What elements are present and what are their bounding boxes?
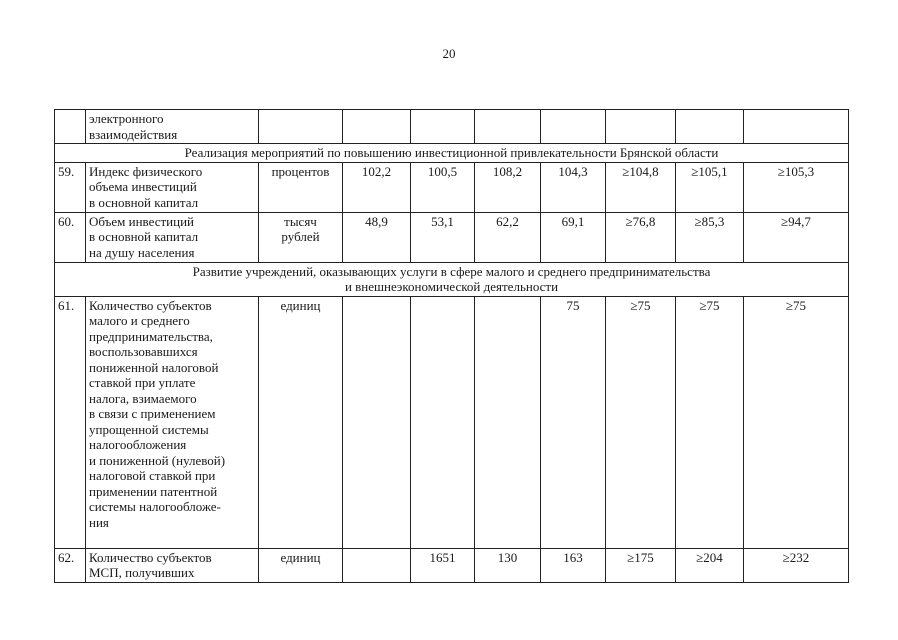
value-cell: 53,1 bbox=[411, 212, 475, 262]
indicator-name-line: в основной капитал bbox=[89, 194, 199, 210]
value-cell: ≥76,8 bbox=[606, 212, 676, 262]
value-cell bbox=[475, 110, 541, 144]
page-number: 20 bbox=[442, 46, 456, 61]
value-cell: 163 bbox=[541, 548, 606, 582]
value-cell bbox=[541, 110, 606, 144]
indicator-name-line: на душу населения bbox=[89, 244, 195, 260]
table-row bbox=[55, 548, 849, 582]
row-number-cell: 61. bbox=[55, 296, 86, 548]
value-cell: 48,9 bbox=[343, 212, 411, 262]
indicator-name-cell bbox=[86, 548, 259, 582]
unit-cell bbox=[259, 162, 343, 212]
value-cell: ≥232 bbox=[744, 548, 849, 582]
value-cell: ≥75 bbox=[606, 296, 676, 548]
indicator-name-line: налогообложения bbox=[89, 437, 187, 452]
value-cell bbox=[411, 110, 475, 144]
section-title bbox=[55, 262, 849, 296]
indicator-name-line: взаимодействия bbox=[89, 126, 178, 142]
value-cell: 102,2 bbox=[343, 162, 411, 212]
value-cell: ≥175 bbox=[606, 548, 676, 582]
value-cell: ≥204 bbox=[676, 548, 744, 582]
indicator-name-line: Индекс физического bbox=[89, 163, 203, 179]
indicator-name-line: МСП, получивших bbox=[89, 565, 195, 580]
value-cell: ≥75 bbox=[676, 296, 744, 548]
value-cell: 108,2 bbox=[475, 162, 541, 212]
value-cell: 69,1 bbox=[541, 212, 606, 262]
section-header-row bbox=[55, 262, 849, 296]
unit-cell bbox=[259, 548, 343, 582]
value-cell bbox=[606, 110, 676, 144]
indicator-name-line: воспользовавшихся bbox=[89, 344, 198, 359]
table-row bbox=[55, 296, 849, 548]
unit-line: тысяч bbox=[284, 213, 317, 229]
section-title-line: и внешнеэкономической деятельности bbox=[344, 279, 559, 294]
indicator-name-cell bbox=[86, 110, 259, 144]
indicator-name-line: в связи с применением bbox=[89, 406, 216, 421]
section-header-row bbox=[55, 144, 849, 163]
unit-line: единиц bbox=[280, 297, 321, 313]
indicator-name-cell bbox=[86, 212, 259, 262]
indicator-name-line: пониженной налоговой bbox=[89, 359, 219, 375]
table-row bbox=[55, 212, 849, 262]
value-cell: ≥85,3 bbox=[676, 212, 744, 262]
value-cell: ≥94,7 bbox=[744, 212, 849, 262]
section-title-line: Развитие учреждений, оказывающих услуги в сфере малого и среднего предпринимательства bbox=[192, 263, 711, 279]
indicator-name-line: налоговой ставкой при bbox=[89, 468, 216, 483]
indicator-name-line: системы налогообложе- bbox=[89, 499, 221, 514]
indicator-name-line: предпринимательства, bbox=[89, 328, 213, 344]
table-row bbox=[55, 162, 849, 212]
value-cell bbox=[744, 110, 849, 144]
value-cell bbox=[676, 110, 744, 144]
value-cell: ≥104,8 bbox=[606, 162, 676, 212]
row-number-cell bbox=[55, 110, 86, 144]
table-row bbox=[55, 110, 849, 144]
indicator-name-cell bbox=[86, 296, 259, 548]
value-cell: ≥105,1 bbox=[676, 162, 744, 212]
value-cell: 1651 bbox=[411, 548, 475, 582]
unit-line: рублей bbox=[281, 229, 320, 244]
section-title: Реализация мероприятий по повышению инвестиционной привлекательности Брянской области bbox=[55, 144, 849, 163]
indicator-name-line: малого и среднего bbox=[89, 313, 190, 328]
unit-cell bbox=[259, 110, 343, 144]
indicator-name-line: налога, взимаемого bbox=[89, 390, 197, 406]
indicator-name-line: упрощенной системы bbox=[89, 421, 209, 437]
value-cell bbox=[411, 296, 475, 548]
value-cell bbox=[343, 296, 411, 548]
value-cell: 75 bbox=[541, 296, 606, 548]
indicator-name-line: Количество субъектов bbox=[89, 549, 212, 565]
indicator-name-line: объема инвестиций bbox=[89, 179, 197, 194]
value-cell: ≥105,3 bbox=[744, 162, 849, 212]
row-number-cell: 59. bbox=[55, 162, 86, 212]
indicator-name-cell bbox=[86, 162, 259, 212]
value-cell: 104,3 bbox=[541, 162, 606, 212]
value-cell bbox=[343, 110, 411, 144]
indicator-name-line: ния bbox=[89, 514, 109, 530]
indicator-name-line: применении патентной bbox=[89, 483, 218, 499]
value-cell bbox=[475, 296, 541, 548]
indicator-name-line: Количество субъектов bbox=[89, 297, 212, 313]
indicator-name-line: Объем инвестиций bbox=[89, 213, 194, 229]
unit-cell bbox=[259, 212, 343, 262]
indicator-name-line: электронного bbox=[89, 111, 164, 126]
value-cell bbox=[343, 548, 411, 582]
row-number-cell: 60. bbox=[55, 212, 86, 262]
row-number-cell: 62. bbox=[55, 548, 86, 582]
indicator-name-line: в основной капитал bbox=[89, 229, 199, 244]
indicator-name-line: ставкой при уплате bbox=[89, 375, 196, 390]
value-cell: ≥75 bbox=[744, 296, 849, 548]
value-cell: 100,5 bbox=[411, 162, 475, 212]
value-cell: 62,2 bbox=[475, 212, 541, 262]
value-cell: 130 bbox=[475, 548, 541, 582]
unit-line: единиц bbox=[280, 549, 321, 565]
unit-line: процентов bbox=[271, 163, 330, 179]
indicators-table bbox=[54, 109, 849, 583]
indicator-name-line: и пониженной (нулевой) bbox=[89, 452, 226, 468]
unit-cell bbox=[259, 296, 343, 548]
